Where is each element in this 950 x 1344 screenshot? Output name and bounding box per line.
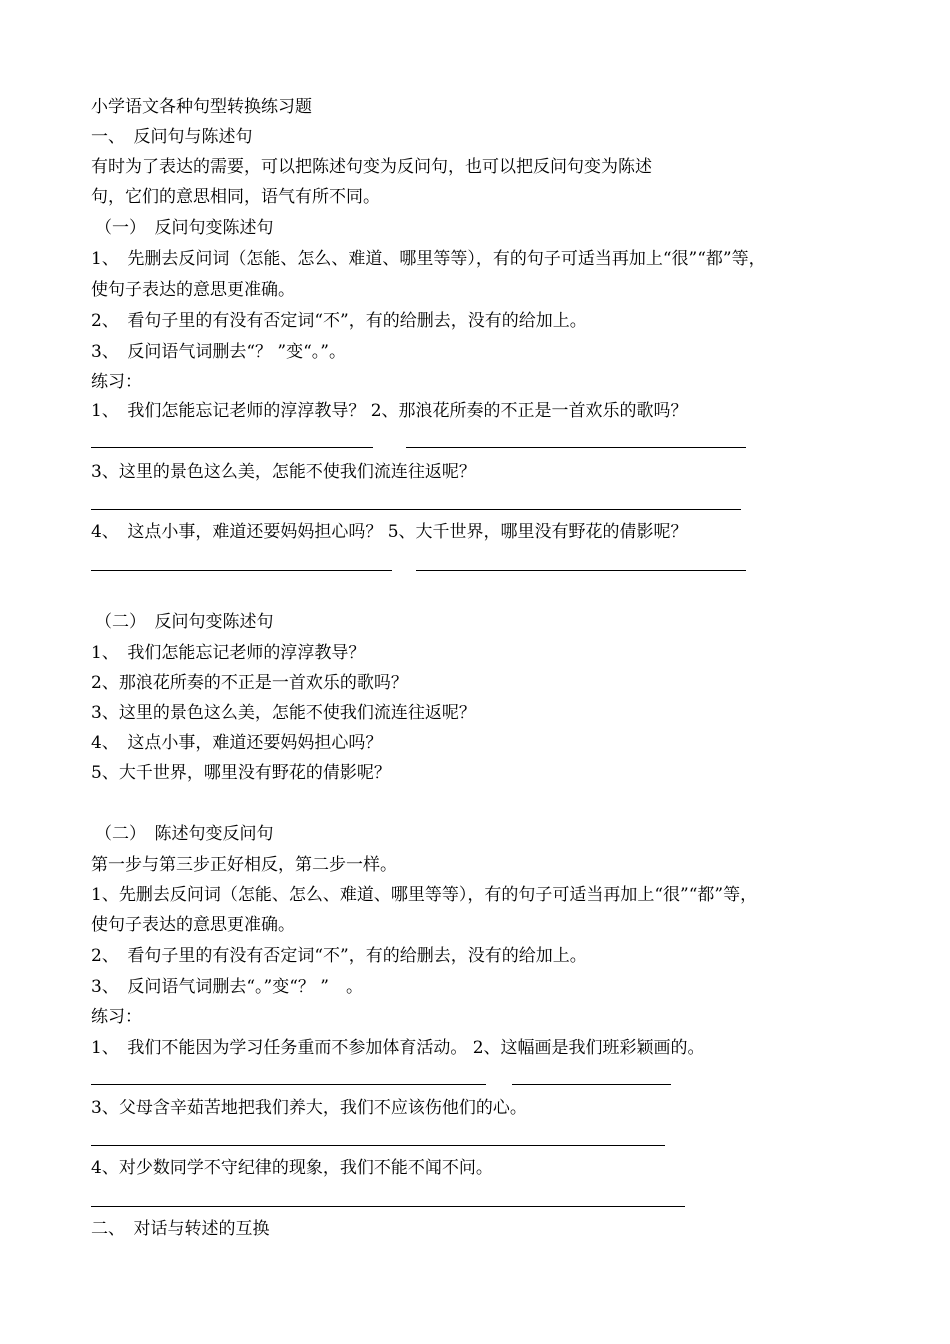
answer-line[interactable]	[406, 447, 746, 448]
subsection-3-rule-3: 3、 反问语气词删去“。”变“？ ” 。	[91, 977, 363, 997]
subsection-3-intro: 第一步与第三步正好相反，第二步一样。	[91, 855, 397, 875]
subsection-3-heading: （二） 陈述句变反问句	[95, 824, 274, 844]
answer-line[interactable]	[91, 1145, 665, 1146]
subsection-3-rule-1b: 使句子表达的意思更准确。	[91, 915, 295, 935]
answer-line[interactable]	[416, 570, 746, 571]
practice-question-s3-1-2: 1、 我们不能因为学习任务重而不参加体育活动。 2、这幅画是我们班彩颖画的。	[91, 1038, 705, 1058]
subsection-2-heading: （二） 反问句变陈述句	[95, 612, 274, 632]
practice-question-1-2: 1、 我们怎能忘记老师的淳淳教导？ 2、那浪花所奏的不正是一首欢乐的歌吗？	[91, 401, 688, 421]
subsection-3-rule-1a: 1、先删去反问词（怎能、怎么、难道、哪里等等），有的句子可适当再加上“很”“都”等，	[91, 885, 758, 905]
document-title: 小学语文各种句型转换练习题	[91, 97, 312, 117]
section-2-heading: 二、 对话与转述的互换	[91, 1219, 270, 1239]
subsection-2-item-1: 1、 我们怎能忘记老师的淳淳教导？	[91, 643, 366, 663]
subsection-2-item-5: 5、大千世界，哪里没有野花的倩影呢？	[91, 763, 391, 783]
answer-line[interactable]	[91, 1206, 685, 1207]
section-1-heading: 一、 反问句与陈述句	[91, 127, 253, 147]
subsection-3-practice-label: 练习：	[91, 1007, 142, 1027]
answer-line[interactable]	[91, 1084, 486, 1085]
practice-question-s3-3: 3、父母含辛茹苦地把我们养大，我们不应该伤他们的心。	[91, 1098, 527, 1118]
answer-line[interactable]	[91, 570, 392, 571]
subsection-1-rule-3: 3、 反问语气词删去“？ ”变“。”。	[91, 342, 346, 362]
subsection-1-rule-1a: 1、 先删去反问词（怎能、怎么、难道、哪里等等），有的句子可适当再加上“很”“都”等，	[91, 249, 766, 269]
subsection-2-item-4: 4、 这点小事，难道还要妈妈担心吗？	[91, 733, 383, 753]
answer-line[interactable]	[91, 509, 741, 510]
subsection-3-rule-2: 2、 看句子里的有没有否定词“不”，有的给删去，没有的给加上。	[91, 946, 587, 966]
subsection-1-rule-2: 2、 看句子里的有没有否定词“不”，有的给删去，没有的给加上。	[91, 311, 587, 331]
subsection-1-heading: （一） 反问句变陈述句	[95, 218, 274, 238]
practice-question-3: 3、这里的景色这么美，怎能不使我们流连往返呢？	[91, 462, 476, 482]
section-1-intro-line-1: 有时为了表达的需要，可以把陈述句变为反问句，也可以把反问句变为陈述	[91, 157, 652, 177]
practice-question-s3-4: 4、对少数同学不守纪律的现象，我们不能不闻不问。	[91, 1158, 493, 1178]
answer-line[interactable]	[512, 1084, 671, 1085]
section-1-intro-line-2: 句，它们的意思相同，语气有所不同。	[91, 187, 380, 207]
subsection-2-item-2: 2、那浪花所奏的不正是一首欢乐的歌吗？	[91, 673, 408, 693]
practice-question-4-5: 4、 这点小事，难道还要妈妈担心吗？ 5、大千世界，哪里没有野花的倩影呢？	[91, 522, 688, 542]
subsection-1-practice-label: 练习：	[91, 372, 142, 392]
answer-line[interactable]	[91, 447, 373, 448]
subsection-2-item-3: 3、这里的景色这么美，怎能不使我们流连往返呢？	[91, 703, 476, 723]
subsection-1-rule-1b: 使句子表达的意思更准确。	[91, 280, 295, 300]
